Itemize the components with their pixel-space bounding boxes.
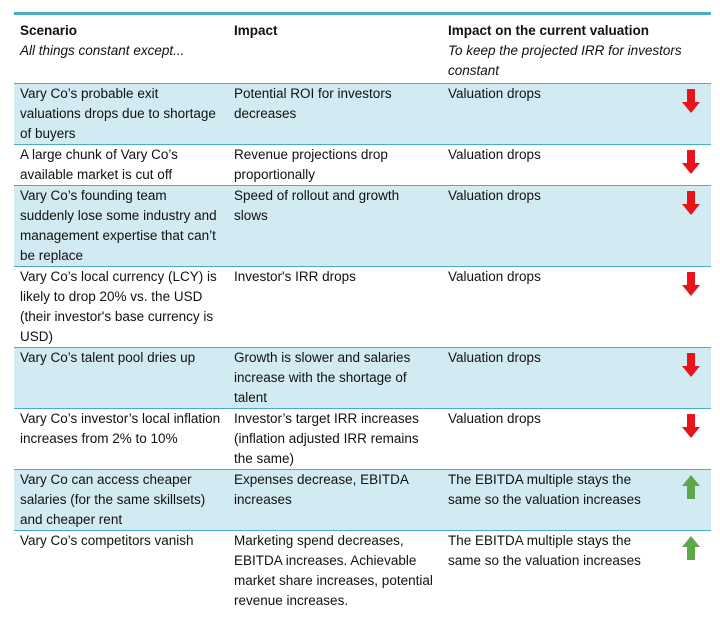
scenario-cell: Vary Co’s competitors vanish bbox=[20, 533, 194, 548]
impact-cell: Investor's IRR drops bbox=[234, 269, 356, 284]
valuation-text: The EBITDA multiple stays the same so the valuation increases bbox=[448, 533, 641, 568]
valuation-cell bbox=[442, 186, 711, 267]
header-valuation bbox=[442, 14, 711, 84]
valuation-text: Valuation drops bbox=[448, 350, 541, 365]
scenario-cell: Vary Co’s local currency (LCY) is likely to drop 20% vs. the USD (their investor's base currency is USD) bbox=[20, 269, 217, 344]
header-title: Impact on the current valuation bbox=[448, 23, 650, 38]
impact-cell: Revenue projections drop proportionally bbox=[234, 147, 388, 182]
impact-cell: Expenses decrease, EBITDA increases bbox=[234, 472, 409, 507]
impact-cell: Growth is slower and salaries increase with the shortage of talent bbox=[234, 350, 411, 405]
impact-cell: Potential ROI for investors decreases bbox=[234, 86, 392, 121]
table-row bbox=[14, 267, 711, 348]
impact-cell: Investor’s target IRR increases (inflation adjusted IRR remains the same) bbox=[234, 411, 419, 466]
header-title: Scenario bbox=[20, 23, 78, 38]
table-body bbox=[14, 84, 711, 612]
valuation-cell bbox=[442, 84, 711, 145]
table-row bbox=[14, 470, 711, 531]
header-scenario bbox=[14, 14, 228, 84]
valuation-text: Valuation drops bbox=[448, 147, 541, 162]
valuation-cell bbox=[442, 409, 711, 470]
red-down-arrow-icon bbox=[681, 88, 701, 114]
green-up-arrow-icon bbox=[681, 535, 701, 561]
header-title: Impact bbox=[234, 23, 278, 38]
impact-cell: Speed of rollout and growth slows bbox=[234, 188, 400, 223]
scenario-cell: Vary Co’s investor’s local inflation increases from 2% to 10% bbox=[20, 411, 221, 446]
valuation-cell bbox=[442, 470, 711, 531]
table-header-row bbox=[14, 14, 711, 84]
valuation-text: Valuation drops bbox=[448, 188, 541, 203]
red-down-arrow-icon bbox=[681, 149, 701, 175]
table-row bbox=[14, 84, 711, 145]
header-subtitle: To keep the projected IRR for investors constant bbox=[448, 43, 682, 78]
valuation-impact-table-container bbox=[14, 12, 711, 611]
impact-cell: Marketing spend decreases, EBITDA increases. Achievable market share increases, potential revenue increases. bbox=[234, 533, 433, 608]
header-impact bbox=[228, 14, 442, 84]
valuation-cell bbox=[442, 531, 711, 612]
red-down-arrow-icon bbox=[681, 413, 701, 439]
table-row bbox=[14, 186, 711, 267]
valuation-text: Valuation drops bbox=[448, 269, 541, 284]
scenario-cell: Vary Co’s probable exit valuations drops due to shortage of buyers bbox=[20, 86, 216, 141]
red-down-arrow-icon bbox=[681, 190, 701, 216]
scenario-cell: Vary Co’s talent pool dries up bbox=[20, 350, 196, 365]
red-down-arrow-icon bbox=[681, 352, 701, 378]
valuation-impact-table bbox=[14, 12, 711, 611]
scenario-cell: A large chunk of Vary Co’s available market is cut off bbox=[20, 147, 178, 182]
valuation-cell bbox=[442, 267, 711, 348]
green-up-arrow-icon bbox=[681, 474, 701, 500]
table-row bbox=[14, 348, 711, 409]
valuation-text: Valuation drops bbox=[448, 411, 541, 426]
header-subtitle: All things constant except... bbox=[20, 43, 185, 58]
scenario-cell: Vary Co can access cheaper salaries (for the same skillsets) and cheaper rent bbox=[20, 472, 206, 527]
valuation-text: Valuation drops bbox=[448, 86, 541, 101]
scenario-cell: Vary Co’s founding team suddenly lose some industry and management expertise that can’t be replace bbox=[20, 188, 217, 263]
table-row bbox=[14, 531, 711, 612]
valuation-cell bbox=[442, 145, 711, 186]
red-down-arrow-icon bbox=[681, 271, 701, 297]
table-row bbox=[14, 409, 711, 470]
valuation-text: The EBITDA multiple stays the same so the valuation increases bbox=[448, 472, 641, 507]
valuation-cell bbox=[442, 348, 711, 409]
table-row bbox=[14, 145, 711, 186]
